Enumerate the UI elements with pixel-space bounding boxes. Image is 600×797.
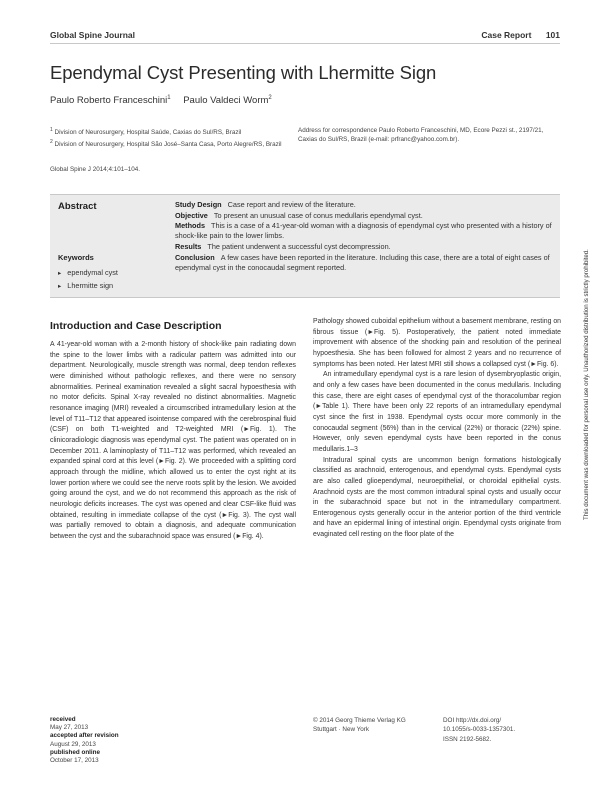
abstract-body bbox=[175, 200, 555, 273]
body-paragraph: An intramedullary ependymal cyst is a rare lesion of dysembryoplastic origin, and only a few cases have been documented in the conus medullaris. Including this case, there are eight cases of ependymal cyst of the thoracolumbar region (►Table 1). There have been only 22 reports of an intramedullary ependymal cyst since the first in 1938. Ependymal cysts occur more commonly in the conocaudal segment (56%) than in the cervical (22%) or thoracic (22%) spine. However, only seven ependymal cysts have been reported in the conus medullaris.1–3 bbox=[313, 371, 561, 453]
keywords-heading: Keywords bbox=[58, 253, 94, 262]
copyright: © 2014 Georg Thieme Verlag KG bbox=[313, 717, 406, 724]
published-label: published online bbox=[50, 748, 101, 756]
publisher-info bbox=[313, 716, 406, 735]
abstract-conclusion: Conclusion A few cases have been reported in the literature. Including this case, there are a total of eight cases of ependymal cyst in the conocaudal segment reported. bbox=[175, 252, 550, 272]
affiliation-2: $^2$ Division of Neurosurgery, Hospital São José–Santa Casa, Porto Alegre/RS, Brazil bbox=[50, 139, 282, 149]
doi-id: 10.1055/s-0033-1357301. bbox=[443, 726, 516, 734]
running-header bbox=[50, 28, 560, 44]
doi-info bbox=[443, 716, 563, 744]
download-notice: This document was downloaded for personal use only. Unauthorized distribution is strictly prohibited. bbox=[583, 249, 590, 520]
body-paragraph: A 41-year-old woman with a 2-month history of shock-like pain radiating down the spine to the lower limbs with a radicular pattern was admitted into our department. Neurologically, muscle strength was normal, deep tendon reflexes were diminished without pathologic reflexes, and there were no sensory abnormalities. Perineal examination revealed a slight sacral hypoesthesia with no motor deficits. Spinal X-ray revealed no distinct abnormalities. Magnetic resonance imaging (MRI) revealed a circumscribed intramedullary lesion at the level of T11–T12 that appeared isointense compared with the cerebrospinal fluid (CSF) on both T1-weighted and T2-weighted MRI (►Fig. 1). The clinicoradiologic diagnosis was ependymal cyst. The patient was operated on in December 2011. A laminoplasty of T11–T12 was performed, which revealed an expanded spinal cord at this level (►Fig. 2). We proceeded with a splitting cord approach through the midline, which allowed us to enter the cyst right at its lower portion where we could see the nerve roots split by the lesion. We avoided going around the cyst, and we do not recommend this approach as the risk of neurologic deficits increases. The cyst was opened and clear CSF-like fluid was obtained, resulting in immediate collapse of the cyst (►Fig. 3). The cyst wall was partially removed to obtain a diagnosis, and adequate communication between the cyst and the subarachnoid space was ensured (►Fig. 4). bbox=[50, 341, 296, 540]
body-column-left bbox=[50, 320, 296, 542]
keyword-item[interactable]: ▸ Lhermitte sign bbox=[58, 280, 118, 293]
accepted-label: accepted after revision bbox=[50, 732, 119, 740]
article-title: Ependymal Cyst Presenting with Lhermitte Sign bbox=[50, 62, 437, 83]
issn: ISSN 2192-5682. bbox=[443, 735, 492, 743]
header-right bbox=[469, 30, 560, 40]
body-paragraph: Intradural spinal cysts are uncommon benign formations histologically classified as arachnoid, enterogenous, and ependymal cysts. Ependymal cysts are also called glioependymal, neuroepithelial, or choroidal epithelial cysts. Arachnoid cysts are the most common intradural spinal cysts and usually occur in the subarachnoid space but not in the intramedullary compartment. Enterogenous cysts generally occur in the anterior portion of the third ventricle and have an epidermal lining of intestinal origin. Ependymal cysts originate from evaginated cell resting on the floor plate of the bbox=[313, 456, 561, 539]
abstract-results: Results The patient underwent a successful cyst decompression. bbox=[175, 241, 391, 251]
received-label: received bbox=[50, 716, 76, 723]
body-paragraph: Pathology showed cuboidal epithelium without a basement membrane, resting on fibrous tissue (►Fig. 5). Postoperatively, the patient noted immediate improvement with absence of the shocking pain and resolution of the perineal hypoesthesia. She has been followed for almost 2 years and no recurrence of symptoms has been noted. Her latest MRI still shows a collapsed cyst (►Fig. 6). bbox=[313, 318, 561, 368]
author-list bbox=[50, 95, 282, 106]
author-2[interactable]: Paulo Valdeci Worm$^2$ bbox=[183, 95, 272, 107]
keywords-list bbox=[58, 267, 118, 293]
keyword-item[interactable]: ▸ ependymal cyst bbox=[58, 267, 118, 280]
publisher-location: Stuttgart · New York bbox=[313, 726, 369, 734]
abstract-study-design: Study Design Case report and review of the literature. bbox=[175, 200, 356, 209]
article-type: Case Report bbox=[481, 30, 532, 40]
doi-line[interactable]: DOI http://dx.doi.org/ bbox=[443, 717, 502, 724]
received-date: May 27, 2013 bbox=[50, 724, 89, 732]
page-number: 101 bbox=[545, 30, 560, 40]
abstract-methods: Methods This is a case of a 41-year-old woman with a diagnosis of ependymal cyst who presented with a history of shock-like pain to the lower limbs. bbox=[175, 221, 552, 241]
section-heading: Introduction and Case Description bbox=[50, 320, 222, 332]
article-history bbox=[50, 716, 119, 765]
journal-name: Global Spine Journal bbox=[50, 30, 136, 40]
correspondence-address: Address for correspondence Paulo Roberto Franceschini, MD, Ecore Pezzi st., 2197/21, Caxias do Sul/RS, Brazil (e-mail: prfranc@yahoo.com.br). bbox=[298, 127, 544, 144]
body-column-right bbox=[313, 317, 561, 541]
affiliation-1: $^1$ Division of Neurosurgery, Hospital Saúde, Caxias do Sul/RS, Brazil bbox=[50, 127, 242, 137]
published-date: October 17, 2013 bbox=[50, 757, 99, 765]
accepted-date: August 29, 2013 bbox=[50, 740, 96, 748]
abstract-box bbox=[50, 194, 560, 298]
citation: Global Spine J 2014;4:101–104. bbox=[50, 166, 140, 173]
abstract-heading: Abstract bbox=[58, 201, 97, 212]
affiliations bbox=[50, 126, 290, 151]
abstract-objective: Objective To present an unusual case of conus medullaris ependymal cyst. bbox=[175, 210, 423, 220]
author-1[interactable]: Paulo Roberto Franceschini$^1$ bbox=[50, 95, 171, 107]
